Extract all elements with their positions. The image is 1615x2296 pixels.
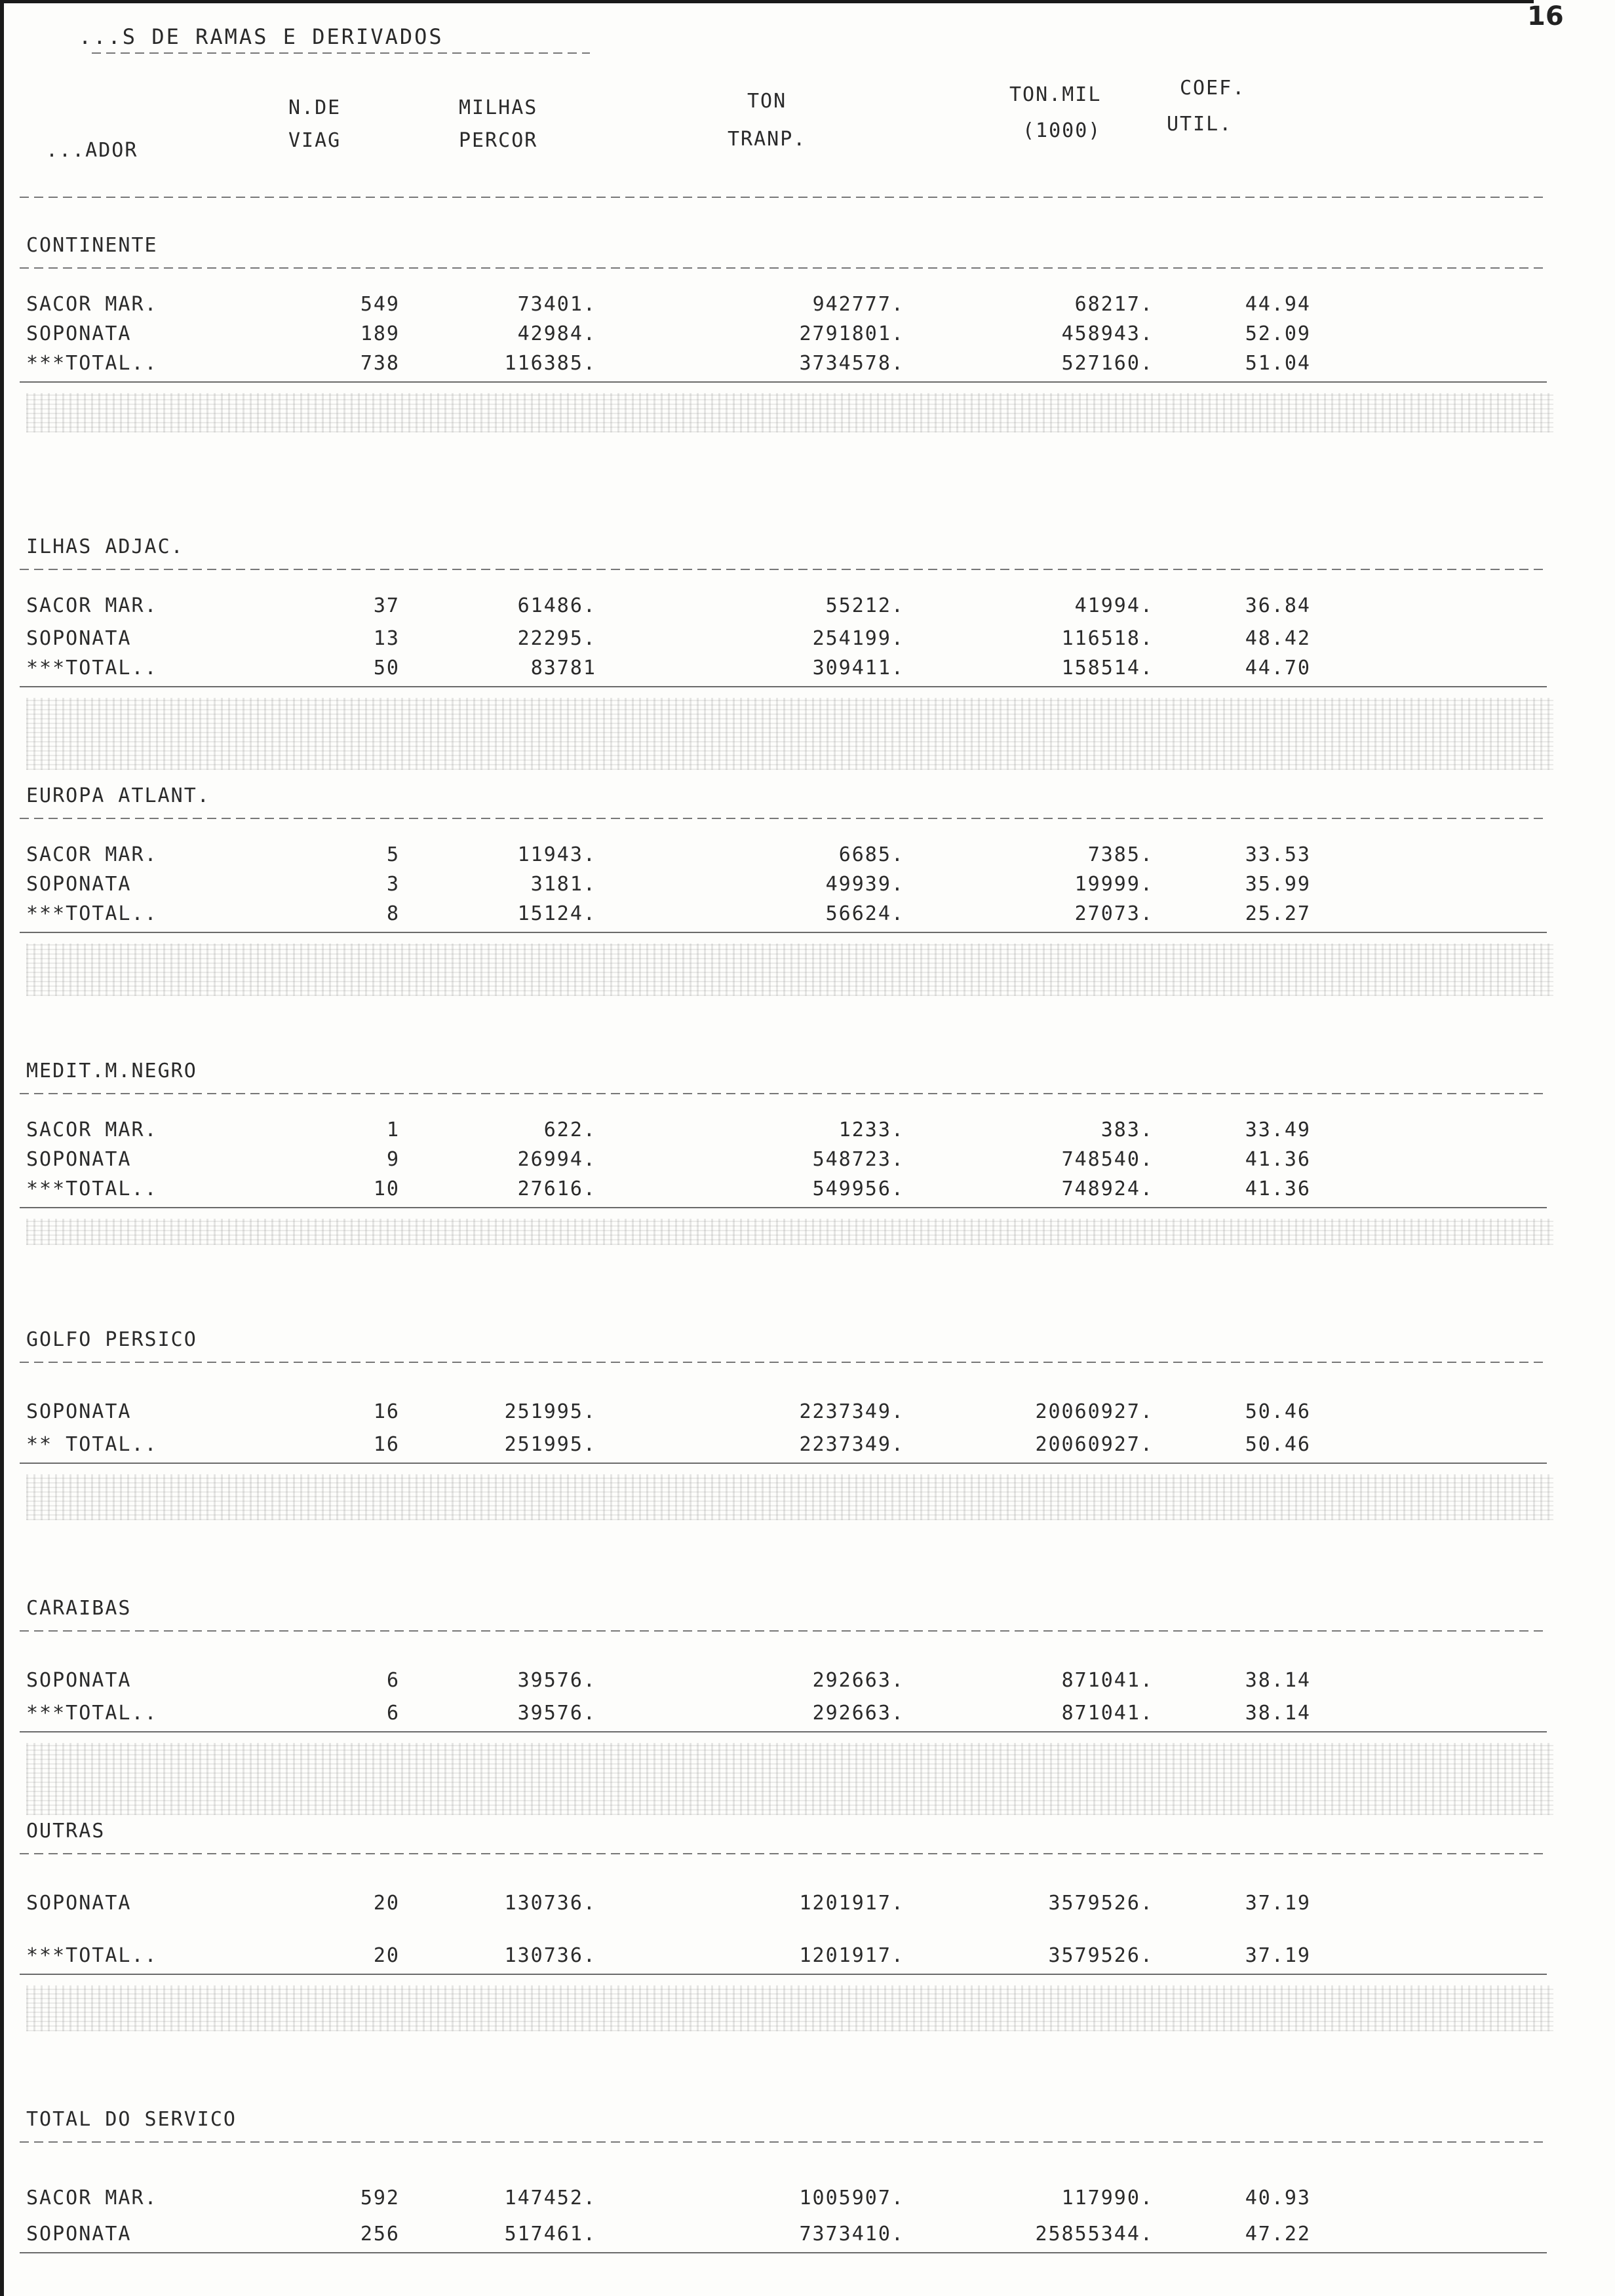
cell-tonmil: 3579526. xyxy=(1048,1944,1154,1967)
header-coef-2: UTIL. xyxy=(1167,113,1233,136)
cell-n-viag: 1 xyxy=(386,1119,400,1141)
scan-noise xyxy=(26,1985,1553,2031)
cell-n-viag: 189 xyxy=(360,322,400,345)
cell-coef: 47.22 xyxy=(1245,2223,1311,2246)
cell-tonmil: 20060927. xyxy=(1035,1433,1154,1456)
cell-ton: 549956. xyxy=(812,1177,905,1200)
cell-ton: 254199. xyxy=(812,627,905,650)
cell-ton: 292663. xyxy=(812,1702,905,1725)
section-underline xyxy=(20,1853,1547,1854)
cell-ton: 55212. xyxy=(825,594,905,617)
cell-ton: 3734578. xyxy=(799,352,905,375)
row-label: SOPONATA xyxy=(26,873,132,896)
cell-coef: 44.94 xyxy=(1245,293,1311,316)
cell-milhas: 116385. xyxy=(504,352,596,375)
cell-ton: 56624. xyxy=(825,902,905,925)
cell-n-viag: 10 xyxy=(373,1177,400,1200)
row-label: ***TOTAL.. xyxy=(26,1702,158,1725)
cell-n-viag: 6 xyxy=(386,1669,400,1692)
section-end-rule xyxy=(20,1974,1547,1975)
row-label: ** TOTAL.. xyxy=(26,1433,158,1456)
cell-tonmil: 383. xyxy=(1100,1119,1154,1141)
cell-coef: 50.46 xyxy=(1245,1433,1311,1456)
cell-n-viag: 20 xyxy=(373,1944,400,1967)
cell-n-viag: 8 xyxy=(386,902,400,925)
cell-n-viag: 13 xyxy=(373,627,400,650)
section-end-rule xyxy=(20,1207,1547,1208)
cell-ton: 2237349. xyxy=(799,1433,905,1456)
cell-tonmil: 116518. xyxy=(1061,627,1154,650)
cell-tonmil: 27073. xyxy=(1074,902,1154,925)
cell-n-viag: 50 xyxy=(373,657,400,679)
header-col1: ...ADOR xyxy=(46,139,138,162)
cell-tonmil: 20060927. xyxy=(1035,1400,1154,1423)
section-underline xyxy=(20,1093,1547,1094)
header-milhas-2: PERCOR xyxy=(459,129,538,152)
header-tonmil-2: (1000) xyxy=(1022,119,1102,142)
header-ton-2: TRANP. xyxy=(728,128,807,151)
section-title: OUTRAS xyxy=(26,1820,106,1843)
cell-n-viag: 37 xyxy=(373,594,400,617)
section-title: MEDIT.M.NEGRO xyxy=(26,1060,197,1082)
title-underline xyxy=(92,52,590,54)
header-n-viag-2: VIAG xyxy=(288,129,341,152)
scan-left-border xyxy=(0,0,4,2296)
cell-coef: 44.70 xyxy=(1245,657,1311,679)
cell-n-viag: 738 xyxy=(360,352,400,375)
cell-n-viag: 16 xyxy=(373,1400,400,1423)
cell-n-viag: 5 xyxy=(386,843,400,866)
row-label: SACOR MAR. xyxy=(26,594,158,617)
cell-ton: 942777. xyxy=(812,293,905,316)
cell-coef: 52.09 xyxy=(1245,322,1311,345)
section-underline xyxy=(20,267,1547,269)
cell-coef: 25.27 xyxy=(1245,902,1311,925)
cell-milhas: 130736. xyxy=(504,1944,596,1967)
section-end-rule xyxy=(20,381,1547,383)
cell-coef: 36.84 xyxy=(1245,594,1311,617)
cell-coef: 41.36 xyxy=(1245,1148,1311,1171)
header-coef-1: COEF. xyxy=(1180,77,1246,100)
cell-n-viag: 549 xyxy=(360,293,400,316)
section-underline xyxy=(20,1630,1547,1632)
cell-n-viag: 3 xyxy=(386,873,400,896)
cell-tonmil: 7385. xyxy=(1087,843,1154,866)
section-underline xyxy=(20,2141,1547,2143)
cell-ton: 1201917. xyxy=(799,1944,905,1967)
cell-coef: 41.36 xyxy=(1245,1177,1311,1200)
cell-ton: 6685. xyxy=(838,843,905,866)
doc-title: ...S DE RAMAS E DERIVADOS xyxy=(79,24,444,49)
cell-milhas: 3181. xyxy=(530,873,596,896)
cell-tonmil: 748924. xyxy=(1061,1177,1154,1200)
cell-coef: 38.14 xyxy=(1245,1669,1311,1692)
section-underline xyxy=(20,569,1547,570)
section-end-rule xyxy=(20,686,1547,687)
cell-coef: 33.49 xyxy=(1245,1119,1311,1141)
scan-noise xyxy=(26,1743,1553,1815)
section-underline xyxy=(20,818,1547,819)
cell-ton: 1201917. xyxy=(799,1892,905,1915)
section-end-rule xyxy=(20,932,1547,933)
cell-n-viag: 256 xyxy=(360,2223,400,2246)
cell-ton: 309411. xyxy=(812,657,905,679)
row-label: SOPONATA xyxy=(26,2223,132,2246)
cell-milhas: 11943. xyxy=(517,843,596,866)
cell-ton: 2791801. xyxy=(799,322,905,345)
cell-tonmil: 458943. xyxy=(1061,322,1154,345)
section-end-rule xyxy=(20,1731,1547,1732)
cell-coef: 35.99 xyxy=(1245,873,1311,896)
row-label: SOPONATA xyxy=(26,627,132,650)
section-title: GOLFO PERSICO xyxy=(26,1328,197,1351)
row-label: SOPONATA xyxy=(26,1148,132,1171)
row-label: SOPONATA xyxy=(26,1400,132,1423)
scan-noise xyxy=(26,698,1553,770)
cell-ton: 548723. xyxy=(812,1148,905,1171)
cell-milhas: 83781 xyxy=(530,657,596,679)
cell-coef: 37.19 xyxy=(1245,1892,1311,1915)
cell-n-viag: 592 xyxy=(360,2187,400,2210)
header-milhas-1: MILHAS xyxy=(459,96,538,119)
cell-coef: 38.14 xyxy=(1245,1702,1311,1725)
cell-coef: 40.93 xyxy=(1245,2187,1311,2210)
row-label: SOPONATA xyxy=(26,1669,132,1692)
cell-tonmil: 117990. xyxy=(1061,2187,1154,2210)
section-title: ILHAS ADJAC. xyxy=(26,535,184,558)
cell-milhas: 39576. xyxy=(517,1702,596,1725)
cell-milhas: 42984. xyxy=(517,322,596,345)
cell-milhas: 39576. xyxy=(517,1669,596,1692)
cell-ton: 1233. xyxy=(838,1119,905,1141)
cell-coef: 48.42 xyxy=(1245,627,1311,650)
row-label: SACOR MAR. xyxy=(26,843,158,866)
cell-milhas: 26994. xyxy=(517,1148,596,1171)
scan-noise xyxy=(26,393,1553,432)
cell-ton: 7373410. xyxy=(799,2223,905,2246)
page-number: 16 xyxy=(1527,1,1564,31)
cell-milhas: 73401. xyxy=(517,293,596,316)
row-label: SOPONATA xyxy=(26,1892,132,1915)
cell-tonmil: 748540. xyxy=(1061,1148,1154,1171)
cell-n-viag: 16 xyxy=(373,1433,400,1456)
row-label: ***TOTAL.. xyxy=(26,352,158,375)
cell-n-viag: 9 xyxy=(386,1148,400,1171)
header-ton-1: TON xyxy=(747,90,787,113)
cell-tonmil: 158514. xyxy=(1061,657,1154,679)
cell-milhas: 251995. xyxy=(504,1400,596,1423)
cell-milhas: 147452. xyxy=(504,2187,596,2210)
cell-milhas: 61486. xyxy=(517,594,596,617)
scan-noise xyxy=(26,1219,1553,1245)
cell-coef: 50.46 xyxy=(1245,1400,1311,1423)
section-underline xyxy=(20,1362,1547,1363)
row-label: ***TOTAL.. xyxy=(26,1944,158,1967)
cell-milhas: 251995. xyxy=(504,1433,596,1456)
header-rule xyxy=(20,197,1547,198)
cell-coef: 51.04 xyxy=(1245,352,1311,375)
cell-coef: 33.53 xyxy=(1245,843,1311,866)
row-label: SACOR MAR. xyxy=(26,2187,158,2210)
row-label: SACOR MAR. xyxy=(26,1119,158,1141)
row-label: ***TOTAL.. xyxy=(26,1177,158,1200)
scan-noise xyxy=(26,944,1553,996)
cell-tonmil: 3579526. xyxy=(1048,1892,1154,1915)
cell-ton: 49939. xyxy=(825,873,905,896)
cell-tonmil: 871041. xyxy=(1061,1702,1154,1725)
cell-milhas: 622. xyxy=(543,1119,596,1141)
cell-ton: 2237349. xyxy=(799,1400,905,1423)
section-end-rule xyxy=(20,1463,1547,1464)
row-label: SOPONATA xyxy=(26,322,132,345)
cell-tonmil: 527160. xyxy=(1061,352,1154,375)
cell-coef: 37.19 xyxy=(1245,1944,1311,1967)
cell-milhas: 15124. xyxy=(517,902,596,925)
section-end-rule xyxy=(20,2252,1547,2253)
section-title: CARAIBAS xyxy=(26,1597,132,1620)
cell-ton: 1005907. xyxy=(799,2187,905,2210)
scan-top-border xyxy=(0,0,1534,3)
cell-tonmil: 25855344. xyxy=(1035,2223,1154,2246)
cell-n-viag: 20 xyxy=(373,1892,400,1915)
cell-tonmil: 68217. xyxy=(1074,293,1154,316)
row-label: ***TOTAL.. xyxy=(26,902,158,925)
cell-tonmil: 871041. xyxy=(1061,1669,1154,1692)
row-label: SACOR MAR. xyxy=(26,293,158,316)
section-title: CONTINENTE xyxy=(26,234,158,257)
scan-noise xyxy=(26,1474,1553,1520)
row-label: ***TOTAL.. xyxy=(26,657,158,679)
header-n-viag-1: N.DE xyxy=(288,96,341,119)
cell-milhas: 22295. xyxy=(517,627,596,650)
cell-milhas: 517461. xyxy=(504,2223,596,2246)
cell-ton: 292663. xyxy=(812,1669,905,1692)
cell-milhas: 27616. xyxy=(517,1177,596,1200)
cell-tonmil: 19999. xyxy=(1074,873,1154,896)
cell-tonmil: 41994. xyxy=(1074,594,1154,617)
cell-n-viag: 6 xyxy=(386,1702,400,1725)
section-title: EUROPA ATLANT. xyxy=(26,784,210,807)
header-tonmil-1: TON.MIL xyxy=(1009,83,1102,106)
section-title: TOTAL DO SERVICO xyxy=(26,2108,237,2131)
cell-milhas: 130736. xyxy=(504,1892,596,1915)
